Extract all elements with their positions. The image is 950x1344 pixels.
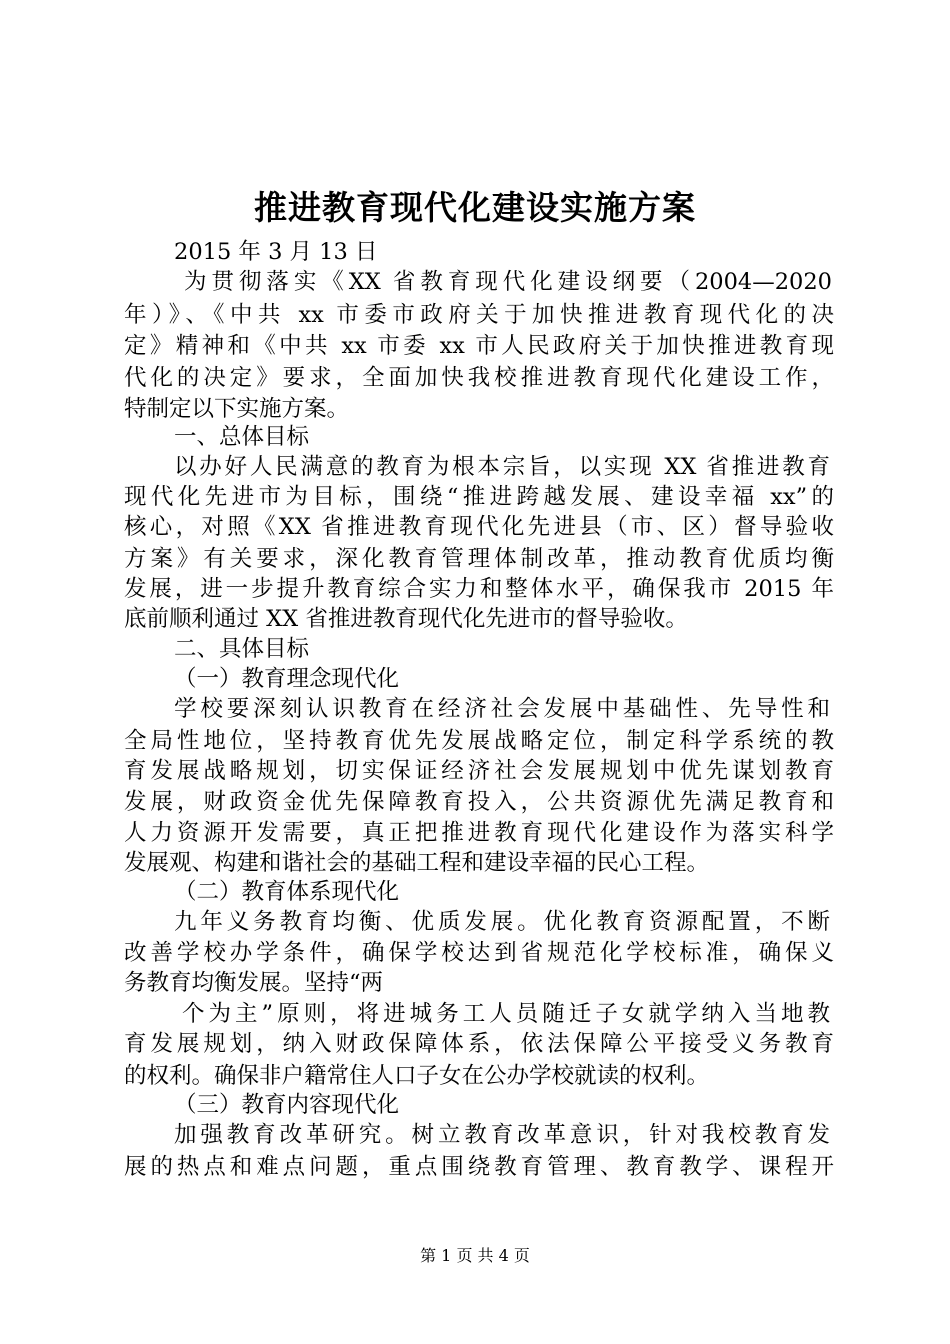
section-heading: 一、总体目标 bbox=[174, 424, 310, 450]
text-line: 务教育均衡发展。坚持“两 bbox=[124, 970, 384, 996]
text-line: 方案》有关要求，深化教育管理体制改革，推动教育优质均衡 bbox=[124, 546, 834, 572]
section-heading: 二、具体目标 bbox=[174, 636, 310, 662]
subsection-heading: （一）教育理念现代化 bbox=[174, 666, 400, 692]
text-line: 以办好人民满意的教育为根本宗旨，以实现 XX 省推进教育 bbox=[174, 454, 830, 480]
text-line: 展的热点和难点问题，重点围绕教育管理、教育教学、课程开 bbox=[124, 1154, 834, 1180]
subsection-heading: （二）教育体系现代化 bbox=[174, 879, 400, 905]
text-line: 学校要深刻认识教育在经济社会发展中基础性、先导性和 bbox=[174, 696, 830, 722]
text-line: 九年义务教育均衡、优质发展。优化教育资源配置，不断 bbox=[174, 909, 830, 935]
text-line: 个为主”原则，将进城务工人员随迁子女就学纳入当地教 bbox=[182, 1001, 830, 1027]
text-line: 全局性地位，坚持教育优先发展战略定位，制定科学系统的教 bbox=[124, 728, 834, 754]
text-line: 代化的决定》要求，全面加快我校推进教育现代化建设工作， bbox=[124, 365, 834, 391]
text-line: 现代化先进市为目标，围绕“推进跨越发展、建设幸福 xx”的 bbox=[124, 484, 834, 510]
text-line: 育发展规划，纳入财政保障体系，依法保障公平接受义务教育 bbox=[124, 1031, 834, 1057]
text-line: 加强教育改革研究。树立教育改革意识，针对我校教育发 bbox=[174, 1122, 830, 1148]
text-line: 底前顺利通过 XX 省推进教育现代化先进市的督导验收。 bbox=[124, 606, 688, 632]
document-title: 推进教育现代化建设实施方案 bbox=[254, 188, 696, 227]
subsection-heading: （三）教育内容现代化 bbox=[174, 1092, 400, 1118]
text-line: 为贯彻落实《XX 省教育现代化建设纲要（2004—2020 bbox=[184, 269, 832, 295]
text-line: 发展，进一步提升教育综合实力和整体水平，确保我市 2015 年 bbox=[124, 576, 834, 602]
text-line: 定》精神和《中共 xx 市委 xx 市人民政府关于加快推进教育现 bbox=[124, 333, 834, 359]
text-line: 发展，财政资金优先保障教育投入，公共资源优先满足教育和 bbox=[124, 789, 834, 815]
page-number: 第 1 页 共 4 页 bbox=[420, 1246, 530, 1265]
text-line: 年）》、《中共 xx 市委市政府关于加快推进教育现代化的决 bbox=[124, 302, 834, 328]
document-date: 2015 年 3 月 13 日 bbox=[174, 239, 378, 265]
text-line: 人力资源开发需要，真正把推进教育现代化建设作为落实科学 bbox=[124, 820, 834, 846]
text-line: 核心，对照《XX 省推进教育现代化先进县（市、区）督导验收 bbox=[124, 514, 834, 540]
text-line: 的权利。确保非户籍常住人口子女在公办学校就读的权利。 bbox=[124, 1063, 710, 1089]
text-line: 发展观、构建和谐社会的基础工程和建设幸福的民心工程。 bbox=[124, 850, 710, 876]
text-line: 育发展战略规划，切实保证经济社会发展规划中优先谋划教育 bbox=[124, 758, 834, 784]
text-line: 特制定以下实施方案。 bbox=[124, 396, 350, 422]
text-line: 改善学校办学条件，确保学校达到省规范化学校标准，确保义 bbox=[124, 940, 834, 966]
